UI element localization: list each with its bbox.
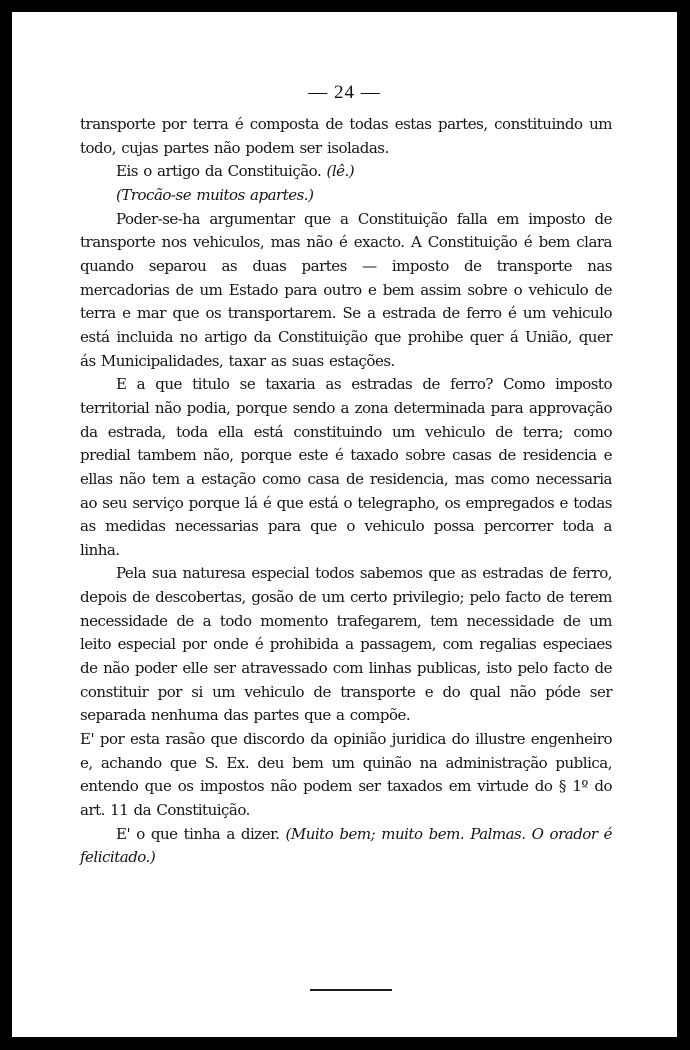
paragraph-interjections-note: (Trocão-se muitos apartes.) bbox=[116, 185, 314, 204]
paragraph-continuation: transporte por terra é composta de todas estas partes, constituindo um todo, cujas partes não podem ser isoladas. bbox=[80, 115, 612, 157]
document-page bbox=[12, 12, 677, 1037]
applause-note: (Muito bem; muito bem. Palmas. O orador é felicitado.) bbox=[80, 824, 612, 867]
paragraph-argument: Poder-se-ha argumentar que a Constituição falla em imposto de transporte nos vehiculos, mas não é exacto. A Constituição é bem clara quando separou as duas partes — imposto de transporte nas mercadorias de um Estado para outro e bem assim sobre o vehiculo de terra e mar que os transportarem. Se a estrada de ferro é um vehiculo está incluida no artigo da Constituição que prohibe quer á União, quer ás Municipalidades, taxar as suas estações. bbox=[80, 209, 612, 370]
paragraph-article-reference bbox=[80, 160, 612, 184]
speech-text bbox=[80, 113, 612, 870]
page-number: — 24 — bbox=[308, 82, 381, 103]
paragraph-question: E a que titulo se taxaria as estradas de ferro? Como imposto territorial não podia, porque sendo a zona determinada para approvação da estrada, toda ella está constituindo um vehiculo de terra; como predial tambem não, porque este é taxado sobre casas de residencia e ellas não tem a estação como casa de residencia, mas como necessaria ao seu serviço porque lá é que está o telegrapho, os empregados e todas as medidas necessarias para que o vehiculo possa percorrer toda a linha. bbox=[80, 375, 612, 559]
end-rule-divider bbox=[310, 989, 392, 991]
reading-note: (lê.) bbox=[326, 162, 355, 181]
paragraph-privilege: Pela sua naturesa especial todos sabemos que as estradas de ferro, depois de descobertas, gosão de um certo privilegio; pelo facto de terem necessidade de a todo momento trafegarem, tem necessidade de um leito especial por onde é prohibida a passagem, com regalias especiaes de não poder elle ser atravessado com linhas publicas, isto pelo facto de constituir por si um vehiculo de transporte e do qual não póde ser separada nenhuma das partes que a compõe. bbox=[80, 564, 612, 725]
paragraph-closing bbox=[80, 823, 612, 870]
paragraph-conclusion: E' por esta rasão que discordo da opinião juridica do illustre engenheiro e, achando que S. Ex. deu bem um quinão na administração publica, entendo que os impostos não podem ser taxados em virtude do § 1º do art. 11 da Constituição. bbox=[80, 730, 612, 820]
closing-text: E' o que tinha a dizer. bbox=[116, 824, 280, 843]
article-reference-text: Eis o artigo da Constituição. bbox=[116, 162, 322, 181]
